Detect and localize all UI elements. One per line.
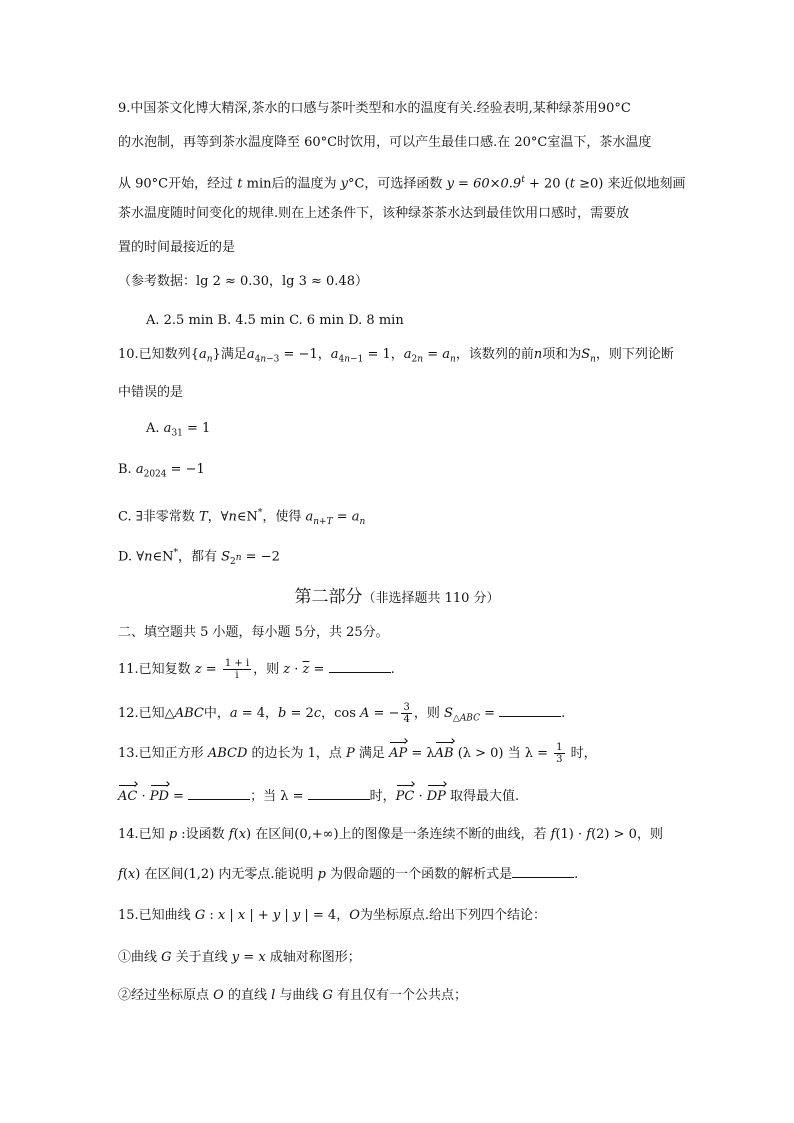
answer-blank[interactable] [188, 787, 250, 800]
q10-option-d: D. ∀n∈N*，都有 $S_{2^n} = -2$ [118, 548, 280, 567]
q13-text: 的边长为 1，点 [247, 746, 347, 761]
q13-text: = [168, 789, 189, 804]
q13-text: 取得最大值. [445, 789, 520, 804]
q12-text: = − [369, 706, 400, 721]
q9-text: 从 90°C开始，经过 [118, 176, 238, 192]
q9-line4: 茶水温度随时间变化的规律.则在上述条件下，该种绿茶茶水达到最佳饮用口感时，需要放 [118, 206, 630, 221]
q10-text: 项和为 [542, 347, 582, 362]
var-t: t [569, 176, 575, 192]
option-value: = 1 [182, 421, 211, 436]
q11-text: = [309, 662, 329, 677]
q15-text: 关于直线 [171, 950, 232, 965]
q15-text: 的直线 [223, 988, 272, 1003]
q13-text: (λ > 0) 当 λ = [453, 746, 553, 761]
q13-text: 满足 [354, 746, 390, 761]
q10-text: ， [390, 347, 404, 362]
q11-line: 11.已知复数 z = $\frac{1 + i}{i}$ ，则 $z \cdot \overline{z}$ = . [118, 658, 395, 681]
fraction-denominator: i [235, 670, 239, 681]
option-value: = −2 [241, 549, 280, 565]
q12-text: 中， [203, 706, 230, 721]
q10-option-c: C. ∃非零常数 T，∀n∈N*，使得 $a_{n+T} = a_n$ [118, 508, 366, 527]
q12-text: ，cos [321, 706, 361, 721]
function-formula: y = 60×0.9 [446, 176, 522, 192]
q13-text: = λ [407, 746, 435, 761]
q12-text: = 4， [237, 706, 279, 721]
q9-text: min后的温度为 [242, 176, 341, 192]
fraction [554, 742, 564, 765]
option-value: = −1 [166, 462, 205, 477]
option-text: D. ∀ [118, 549, 145, 565]
answer-blank[interactable] [499, 704, 561, 717]
q9-line3 [118, 170, 685, 194]
exponent-t: t [521, 175, 525, 185]
q15-text: 成轴对称图形； [265, 950, 361, 965]
var-t: t [237, 176, 243, 192]
part2-header: 二、填空题共 5 小题，每小题 5分，共 25分。 [118, 625, 389, 640]
fraction-numerator: 1 + i [224, 658, 250, 669]
fraction-denominator: 4 [403, 714, 410, 725]
q9-options: A. 2.5 min B. 4.5 min C. 6 min D. 8 min [146, 313, 404, 328]
q14-text: 在区间(1,2) 内无零点.能说明 [140, 867, 318, 882]
q10-line1: 10.已知数列$\{a_n\}$满足$a_{4n-3} = -1$，$a_{4n-1} = 1$，$a_{2n} = a_n$，该数列的前n项和为$S_n$，则下列论断 [118, 347, 674, 365]
q14-text: > 0，则 [609, 827, 663, 842]
section-subtitle: （非选择题共 110 分） [362, 591, 500, 606]
q14-text: 在区间(0,+∞)上的图像是一条连续不断的曲线，若 [251, 827, 551, 842]
option-text: C. ∃非零常数 [118, 509, 199, 525]
q10-text: 满足 [220, 347, 247, 362]
fraction-numerator: 3 [403, 702, 410, 713]
q12-text: ，则 [413, 706, 444, 721]
section-title: 第二部分 [294, 587, 363, 607]
q15-text: 与曲线 [275, 988, 323, 1003]
q13-line2: AC · PD = ；当 λ = 时，PC · DP 取得最大值. [118, 787, 519, 807]
q15-text: ①曲线 [118, 950, 162, 965]
q9-text: + 20 ( [524, 176, 570, 192]
q14-line2: f(x) 在区间(1,2) 内无零点.能说明 p 为假命题的一个函数的解析式是 . [118, 867, 579, 882]
q14-text: . [574, 867, 579, 882]
fraction [401, 702, 411, 725]
q9-line1: 9.中国茶文化博大精深,茶水的口感与茶叶类型和水的温度有关.经验表明,某种绿茶用90°C [118, 101, 631, 116]
fraction-numerator: 1 [556, 742, 563, 753]
q15-line1: 15.已知曲线 G : x | x | + y | y | = 4，O为坐标原点.给出下列四个结论： [118, 908, 547, 923]
q15-text: 为坐标原点.给出下列四个结论： [359, 908, 547, 923]
q14-text: 为假命题的一个函数的解析式是 [326, 867, 513, 882]
q10-text: ，则下列论断 [595, 347, 674, 362]
q11-text: 11.已知复数 [118, 662, 195, 677]
q11-text: . [390, 662, 395, 677]
option-text: ∈N [236, 509, 258, 525]
answer-blank[interactable] [512, 865, 574, 878]
q13-text: 时， [566, 746, 597, 761]
q10-text: ，该数列的前 [455, 347, 534, 362]
option-text: ，∀ [207, 509, 229, 525]
q12-text: = [479, 706, 500, 721]
q14-text: 14.已知 [118, 827, 169, 842]
q12-text: . [561, 706, 566, 721]
section-heading [0, 585, 794, 611]
var-y: y [340, 176, 348, 192]
q9-text: ≥0) 来近似地刻画 [574, 176, 686, 192]
q9-line2: 的水泡制，再等到茶水温度降至 60°C时饮用，可以产生最佳口感.在 20°C室温下，茶水温度 [118, 135, 652, 150]
option-text: ，都有 [177, 549, 222, 565]
q14-text: :设函数 [177, 827, 229, 842]
option-text: ，使得 [262, 509, 306, 525]
answer-blank[interactable] [308, 787, 370, 800]
q12-text: 12.已知△ [118, 706, 175, 721]
fraction [223, 658, 251, 681]
q9-reference-data: （参考数据：lg 2 ≈ 0.30，lg 3 ≈ 0.48） [118, 274, 368, 289]
q10-line2: 中错误的是 [118, 385, 184, 400]
q13-text: ；当 λ = [250, 789, 308, 804]
q15-text: 有且仅有一个公共点； [332, 988, 468, 1003]
q13-text: 13.已知正方形 [118, 746, 208, 761]
q10-option-a: A. $a_{31} = 1$ [146, 421, 211, 439]
q13-line1: 13.已知正方形 ABCD 的边长为 1，点 P 满足 AP = λAB (λ > 0) 当 λ = $\frac{1}{3}$ 时， [118, 742, 597, 765]
q11-text: ，则 [253, 662, 284, 677]
q15-text: 15.已知曲线 [118, 908, 195, 923]
fraction-denominator: 3 [556, 754, 563, 765]
q13-text: 时， [369, 789, 396, 804]
option-label: B. [118, 462, 132, 477]
q12-text: = 2 [286, 706, 314, 721]
q10-text: ， [317, 347, 331, 362]
q15-conclusion-1: ①曲线 G 关于直线 y = x 成轴对称图形； [118, 950, 361, 965]
q12-line: 12.已知△ABC中，a = 4，b = 2c，cos A = − $\frac{3}{4}$ ，则 $S_{\triangle ABC}$ = . [118, 702, 566, 725]
q15-text: = 4， [308, 908, 350, 923]
q9-line5: 置的时间最接近的是 [118, 240, 236, 255]
q15-text: : [205, 908, 218, 923]
answer-blank[interactable] [329, 660, 391, 673]
option-label: A. [146, 421, 160, 436]
q15-text: ②经过坐标原点 [118, 988, 214, 1003]
q15-conclusion-2: ②经过坐标原点 O 的直线 l 与曲线 G 有且仅有一个公共点； [118, 988, 468, 1003]
q10-option-b: B. $a_{2024} = -1$ [118, 462, 205, 480]
option-text: ∈N [152, 549, 174, 565]
q14-line1: 14.已知 p :设函数 f(x) 在区间(0,+∞)上的图像是一条连续不断的曲线，若 f(1) · f(2) > 0，则 [118, 827, 663, 842]
q9-text: °C，可选择函数 [347, 176, 447, 192]
q10-text: 10.已知数列 [118, 347, 191, 362]
